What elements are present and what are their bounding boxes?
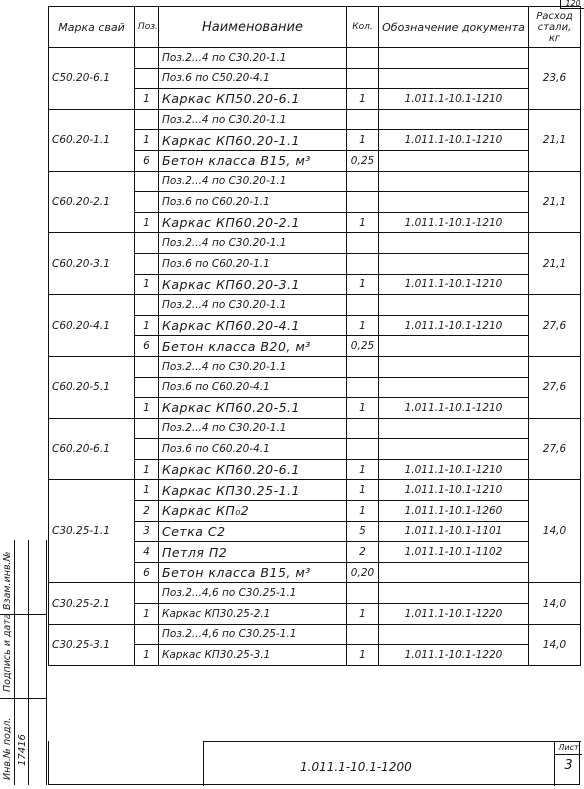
- steel-cell: 21,1: [529, 233, 581, 295]
- mark-cell: С50.20-6.1: [49, 48, 135, 110]
- qty-cell: [347, 253, 379, 274]
- name-cell: Поз.2...4,6 по С30.25-1.1: [159, 624, 347, 645]
- pos-cell: [135, 233, 159, 254]
- qty-cell: 2: [347, 542, 379, 563]
- pos-cell: 1: [135, 645, 159, 666]
- name-cell: Каркас КП30.25-2.1: [159, 604, 347, 625]
- doc-cell: [379, 377, 529, 398]
- pos-cell: 3: [135, 521, 159, 542]
- qty-cell: [347, 48, 379, 69]
- name-cell: Каркас КП60.20-1.1: [159, 130, 347, 151]
- doc-cell: 1.011.1-10.1-1210: [379, 459, 529, 480]
- name-cell: Каркас КП60.20-3.1: [159, 274, 347, 295]
- mark-cell: С30.25-1.1: [49, 480, 135, 583]
- doc-cell: 1.011.1-10.1-1102: [379, 542, 529, 563]
- qty-cell: 1: [347, 645, 379, 666]
- doc-cell: 1.011.1-10.1-1210: [379, 212, 529, 233]
- name-cell: Поз.2...4 по С30.20-1.1: [159, 48, 347, 69]
- table-row: [49, 418, 581, 439]
- doc-cell: 1.011.1-10.1-1210: [379, 130, 529, 151]
- name-cell: Сетка С2: [159, 521, 347, 542]
- header-name: Наименование: [159, 7, 347, 48]
- doc-cell: [379, 562, 529, 583]
- pos-cell: [135, 109, 159, 130]
- name-cell: Бетон класса В15, м³: [159, 150, 347, 171]
- pos-cell: [135, 253, 159, 274]
- table-row: [49, 624, 581, 645]
- name-cell: Петля П2: [159, 542, 347, 563]
- pos-cell: [135, 356, 159, 377]
- doc-cell: [379, 439, 529, 460]
- name-cell: Поз.2...4 по С30.20-1.1: [159, 356, 347, 377]
- qty-cell: [347, 109, 379, 130]
- doc-cell: 1.011.1-10.1-1210: [379, 398, 529, 419]
- pos-cell: [135, 171, 159, 192]
- margin-field-signature: Подпись и дата: [2, 613, 13, 692]
- name-cell: Поз.2...4 по С30.20-1.1: [159, 109, 347, 130]
- qty-cell: 1: [347, 480, 379, 501]
- doc-cell: [379, 233, 529, 254]
- pos-cell: 1: [135, 315, 159, 336]
- qty-cell: [347, 68, 379, 89]
- steel-cell: 21,1: [529, 171, 581, 233]
- mark-cell: С30.25-3.1: [49, 624, 135, 665]
- pos-cell: 2: [135, 501, 159, 522]
- table-row: [49, 295, 581, 316]
- name-cell: Каркас КП30.25-1.1: [159, 480, 347, 501]
- doc-cell: [379, 109, 529, 130]
- doc-cell: 1.011.1-10.1-1210: [379, 315, 529, 336]
- sheet-box: [554, 742, 582, 786]
- pos-cell: 1: [135, 604, 159, 625]
- doc-cell: 1.011.1-10.1-1210: [379, 480, 529, 501]
- mark-cell: С60.20-4.1: [49, 295, 135, 357]
- header-qty: Кол.: [347, 7, 379, 48]
- doc-cell: 1.011.1-10.1-1210: [379, 274, 529, 295]
- qty-cell: [347, 295, 379, 316]
- steel-cell: 14,0: [529, 624, 581, 665]
- doc-cell: [379, 171, 529, 192]
- qty-cell: 1: [347, 212, 379, 233]
- name-cell: Каркас КП60.20-2.1: [159, 212, 347, 233]
- sheet-number: 3: [564, 758, 573, 773]
- qty-cell: 1: [347, 130, 379, 151]
- qty-cell: 0,25: [347, 336, 379, 357]
- pos-cell: 4: [135, 542, 159, 563]
- qty-cell: 5: [347, 521, 379, 542]
- doc-cell: [379, 253, 529, 274]
- pos-cell: [135, 418, 159, 439]
- doc-cell: 1.011.1-10.1-1220: [379, 645, 529, 666]
- qty-cell: [347, 583, 379, 604]
- name-cell: Каркас КП60.20-4.1: [159, 315, 347, 336]
- qty-cell: [347, 356, 379, 377]
- pos-cell: 6: [135, 562, 159, 583]
- pos-cell: [135, 68, 159, 89]
- name-cell: Каркас КП60.20-6.1: [159, 459, 347, 480]
- table-row: [49, 583, 581, 604]
- qty-cell: [347, 233, 379, 254]
- doc-cell: [379, 583, 529, 604]
- corner-label: 120: [560, 0, 584, 9]
- header-doc: Обозначение документа: [379, 7, 529, 48]
- doc-cell: [379, 150, 529, 171]
- header-row: [49, 7, 581, 48]
- name-cell: Каркас КП50.20-6.1: [159, 89, 347, 110]
- qty-cell: 0,25: [347, 150, 379, 171]
- steel-cell: 23,6: [529, 48, 581, 110]
- qty-cell: [347, 377, 379, 398]
- pos-cell: [135, 624, 159, 645]
- margin-divider: [0, 698, 46, 699]
- pos-cell: 1: [135, 274, 159, 295]
- specification-table: [48, 6, 581, 666]
- name-cell: Бетон класса В15, м³: [159, 562, 347, 583]
- pos-cell: 6: [135, 336, 159, 357]
- steel-cell: 27,6: [529, 418, 581, 480]
- name-cell: Поз.2...4 по С30.20-1.1: [159, 171, 347, 192]
- steel-cell: 27,6: [529, 356, 581, 418]
- table-row: [49, 48, 581, 69]
- steel-cell: 21,1: [529, 109, 581, 171]
- doc-cell: [379, 336, 529, 357]
- table-row: [49, 109, 581, 130]
- steel-cell: 27,6: [529, 295, 581, 357]
- pos-cell: 1: [135, 89, 159, 110]
- name-cell: Поз.2...4,6 по С30.25-1.1: [159, 583, 347, 604]
- name-cell: Поз.6 по С60.20-4.1: [159, 439, 347, 460]
- qty-cell: 1: [347, 274, 379, 295]
- name-cell: Поз.2...4 по С30.20-1.1: [159, 418, 347, 439]
- title-block: [203, 741, 581, 786]
- pos-cell: 1: [135, 212, 159, 233]
- pos-cell: [135, 583, 159, 604]
- doc-cell: 1.011.1-10.1-1210: [379, 89, 529, 110]
- qty-cell: 1: [347, 89, 379, 110]
- header-mark: Марка свай: [49, 7, 135, 48]
- mark-cell: С60.20-5.1: [49, 356, 135, 418]
- table-row: [49, 356, 581, 377]
- margin-field-replacement: Взам.инв.№: [2, 551, 13, 610]
- mark-cell: С30.25-2.1: [49, 583, 135, 624]
- sheet-label: Лист: [555, 742, 582, 755]
- steel-cell: 14,0: [529, 480, 581, 583]
- doc-cell: 1.011.1-10.1-1260: [379, 501, 529, 522]
- doc-cell: 1.011.1-10.1-1101: [379, 521, 529, 542]
- doc-cell: 1.011.1-10.1-1220: [379, 604, 529, 625]
- pos-cell: 1: [135, 398, 159, 419]
- qty-cell: 1: [347, 604, 379, 625]
- doc-cell: [379, 295, 529, 316]
- qty-cell: 0,20: [347, 562, 379, 583]
- steel-cell: 14,0: [529, 583, 581, 624]
- pos-cell: 1: [135, 480, 159, 501]
- name-cell: Поз.6 по С60.20-1.1: [159, 192, 347, 213]
- qty-cell: [347, 171, 379, 192]
- table-row: [49, 480, 581, 501]
- doc-cell: [379, 356, 529, 377]
- inventory-number: 17416: [17, 734, 28, 766]
- pos-cell: [135, 48, 159, 69]
- qty-cell: 1: [347, 398, 379, 419]
- pos-cell: 1: [135, 459, 159, 480]
- pos-cell: [135, 192, 159, 213]
- mark-cell: С60.20-3.1: [49, 233, 135, 295]
- qty-cell: [347, 192, 379, 213]
- header-steel: Расход стали, кг: [529, 7, 581, 48]
- qty-cell: 1: [347, 501, 379, 522]
- pos-cell: [135, 377, 159, 398]
- doc-cell: [379, 192, 529, 213]
- qty-cell: 1: [347, 315, 379, 336]
- qty-cell: [347, 418, 379, 439]
- name-cell: Поз.2...4 по С30.20-1.1: [159, 233, 347, 254]
- name-cell: Поз.6 по С60.20-4.1: [159, 377, 347, 398]
- binding-margin: [0, 540, 47, 785]
- qty-cell: 1: [347, 459, 379, 480]
- name-cell: Каркас КП60.20-5.1: [159, 398, 347, 419]
- qty-cell: [347, 624, 379, 645]
- doc-cell: [379, 68, 529, 89]
- pos-cell: [135, 439, 159, 460]
- mark-cell: С60.20-2.1: [49, 171, 135, 233]
- name-cell: Поз.6 по С60.20-1.1: [159, 253, 347, 274]
- name-cell: Поз.6 по С50.20-4.1: [159, 68, 347, 89]
- pos-cell: [135, 295, 159, 316]
- pos-cell: 6: [135, 150, 159, 171]
- name-cell: Бетон класса В20, м³: [159, 336, 347, 357]
- name-cell: Поз.2...4 по С30.20-1.1: [159, 295, 347, 316]
- mark-cell: С60.20-6.1: [49, 418, 135, 480]
- table-row: [49, 171, 581, 192]
- doc-cell: [379, 418, 529, 439]
- name-cell: Каркас КП₀2: [159, 501, 347, 522]
- document-code: 1.011.1-10.1-1200: [300, 760, 412, 774]
- doc-cell: [379, 48, 529, 69]
- table-row: [49, 233, 581, 254]
- qty-cell: [347, 439, 379, 460]
- header-pos: Поз.: [135, 7, 159, 48]
- doc-cell: [379, 624, 529, 645]
- mark-cell: С60.20-1.1: [49, 109, 135, 171]
- margin-field-inventory: Инв.№ подл.: [2, 717, 13, 780]
- name-cell: Каркас КП30.25-3.1: [159, 645, 347, 666]
- pos-cell: 1: [135, 130, 159, 151]
